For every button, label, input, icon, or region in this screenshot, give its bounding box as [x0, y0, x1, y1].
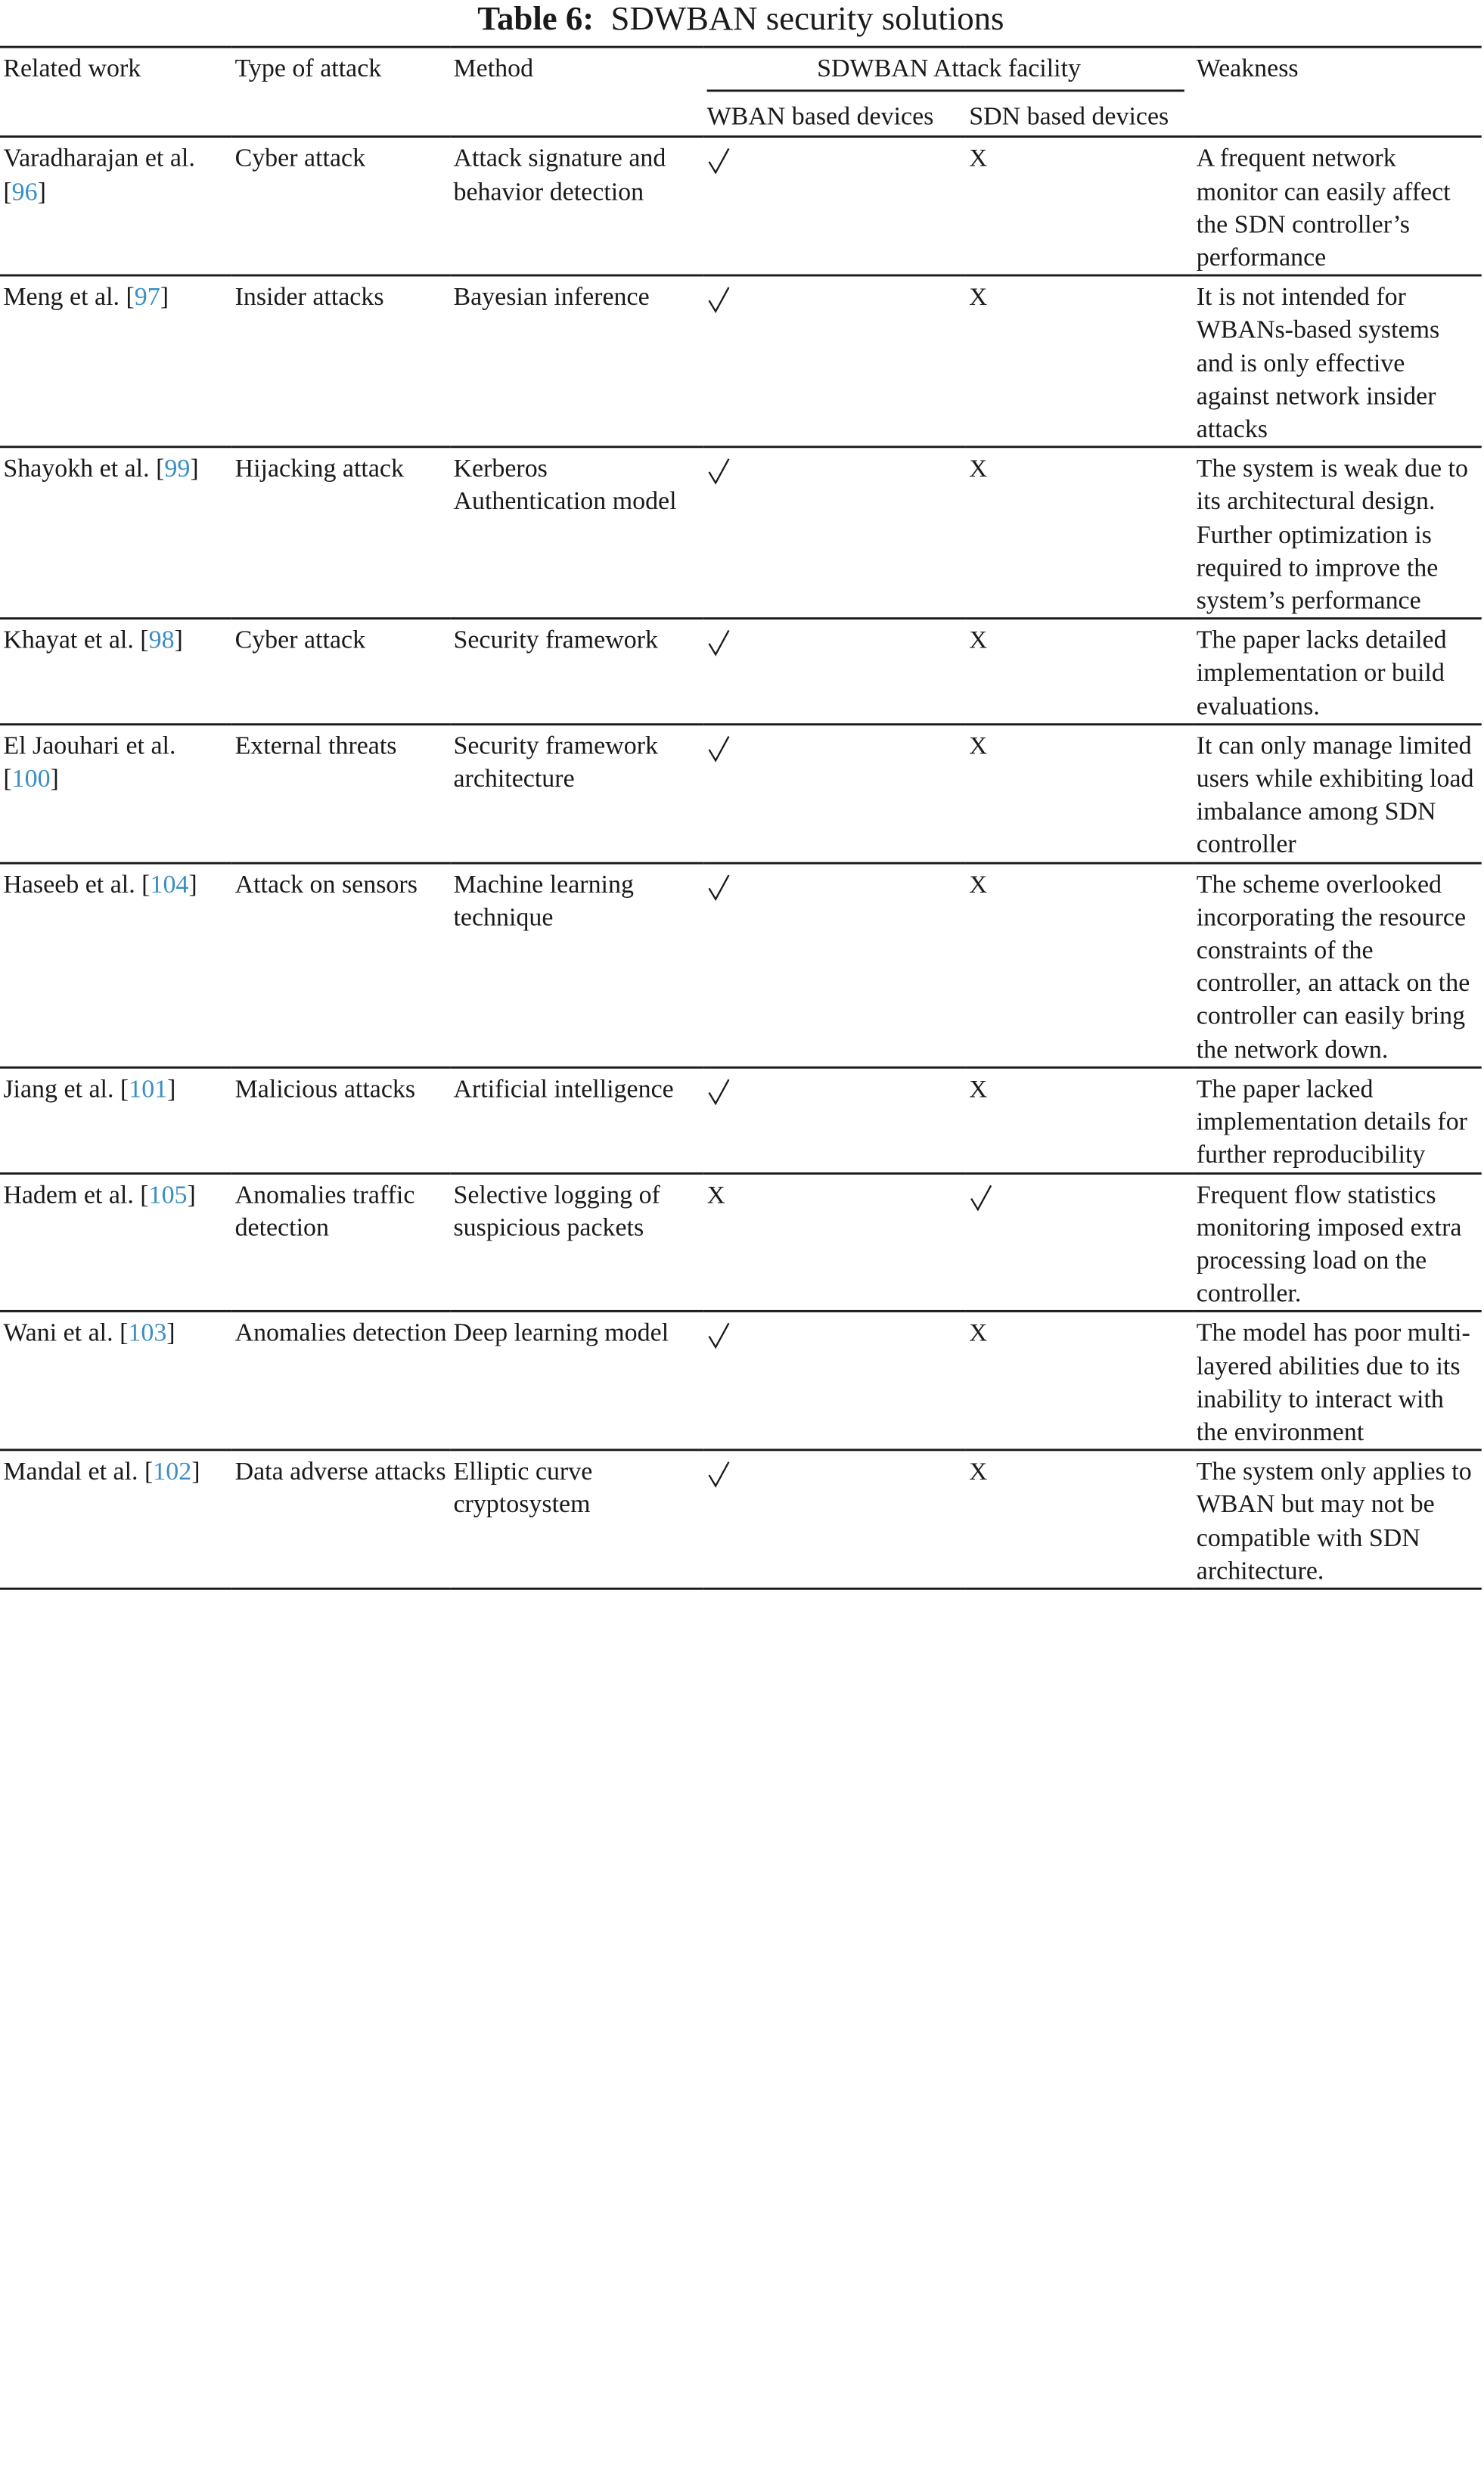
table-row [0, 275, 1482, 447]
cell-wban-devices [703, 447, 966, 619]
reference-link[interactable]: 100 [11, 765, 51, 793]
cell-type-of-attack: Attack on sensors [234, 870, 418, 899]
cross-mark: X [969, 1075, 988, 1103]
cell-type-of-attack: Malicious attacks [234, 1075, 416, 1104]
reference-link[interactable]: 96 [11, 177, 38, 206]
check-mark-icon [707, 873, 731, 902]
header-attack-facility-group [703, 47, 1193, 92]
reference-link[interactable]: 97 [134, 283, 160, 312]
header-attack-facility-label: SDWBAN Attack facility [817, 54, 1081, 83]
related-work-text: Wani et al. [ [3, 1318, 129, 1348]
header-related-work: Related work [3, 54, 141, 83]
related-work-bracket: ] [174, 626, 183, 655]
table-row [0, 1312, 1482, 1450]
cell-related-work [0, 1450, 231, 1588]
cell-wban-devices [703, 1312, 966, 1450]
cell-weakness: Frequent flow statistics monitoring imposed extra processing load on the controller. [1196, 1180, 1462, 1309]
check-mark-icon [707, 734, 731, 763]
cell-weakness: It is not intended for WBANs-based systems and is only effective against network insider attacks [1196, 283, 1440, 444]
header-method: Method [453, 54, 534, 83]
related-work-text: Haseeb et al. [ [3, 870, 151, 899]
cell-related-work [0, 1173, 231, 1312]
check-mark-icon [707, 457, 731, 486]
cell-method: Elliptic curve cryptosystem [453, 1458, 593, 1520]
related-work-bracket: ] [190, 455, 199, 483]
reference-link[interactable]: 104 [150, 870, 189, 899]
cell-related-work [0, 137, 231, 275]
cross-mark: X [706, 1180, 725, 1208]
header-sdn-devices: SDN based devices [969, 103, 1169, 132]
cell-method: Artificial intelligence [453, 1075, 674, 1104]
related-work-bracket: ] [50, 765, 59, 793]
check-mark-icon [707, 1460, 731, 1489]
related-work-text: Varadharajan et al. [ [3, 144, 195, 206]
cross-mark: X [969, 1318, 988, 1347]
cell-weakness: It can only manage limited users while exhibiting load imbalance among SDN controller [1196, 731, 1474, 860]
related-work-bracket: ] [166, 1318, 175, 1348]
cell-weakness: The system only applies to WBAN but may not be compatible with SDN architecture. [1196, 1458, 1472, 1585]
cell-sdn-devices [966, 1312, 1193, 1450]
cell-type-of-attack: Hijacking attack [234, 455, 404, 483]
cell-wban-devices [703, 725, 966, 863]
cell-wban-devices [703, 619, 966, 725]
cross-mark: X [969, 626, 988, 654]
related-work-bracket: ] [191, 1458, 200, 1486]
cross-mark: X [969, 144, 988, 172]
cell-type-of-attack: Cyber attack [234, 626, 366, 655]
cell-related-work [0, 447, 231, 619]
table-row [0, 1450, 1482, 1588]
header-group-rule [707, 90, 1184, 92]
cell-wban-devices [703, 1450, 966, 1588]
cell-sdn-devices [966, 1450, 1193, 1588]
reference-link[interactable]: 105 [148, 1180, 188, 1209]
cell-method: Security framework architecture [453, 731, 658, 793]
check-mark-icon [707, 1321, 731, 1350]
cell-wban-devices [703, 137, 966, 275]
related-work-bracket: ] [37, 177, 46, 206]
cell-wban-devices [703, 275, 966, 447]
cell-wban-devices [703, 1067, 966, 1173]
cell-type-of-attack: Anomalies traffic detection [234, 1180, 415, 1242]
cell-type-of-attack: Cyber attack [234, 144, 366, 173]
cell-method: Attack signature and behavior detection [453, 144, 666, 206]
table-row [0, 447, 1482, 619]
cell-type-of-attack: Data adverse attacks [234, 1458, 446, 1486]
cell-wban-devices [703, 1173, 966, 1312]
cell-related-work [0, 275, 231, 447]
cell-sdn-devices [966, 619, 1193, 725]
cell-weakness: The scheme overlooked incorporating the resource constraints of the controller, an attack on the controller can easily bring the network down. [1196, 870, 1470, 1064]
reference-link[interactable]: 102 [153, 1458, 192, 1486]
cross-mark: X [969, 870, 988, 898]
security-solutions-table [0, 46, 1482, 1590]
cell-sdn-devices [966, 137, 1193, 275]
related-work-bracket: ] [187, 1180, 196, 1209]
related-work-text: Mandal et al. [ [3, 1458, 154, 1486]
cross-mark: X [969, 731, 988, 759]
related-work-text: El Jaouhari et al. [ [3, 731, 176, 793]
cell-method: Kerberos Authentication model [453, 455, 677, 517]
cell-related-work [0, 863, 231, 1067]
table-row [0, 137, 1482, 275]
cross-mark: X [969, 283, 988, 311]
cell-sdn-devices [966, 1067, 1193, 1173]
header-wban-devices: WBAN based devices [706, 103, 934, 132]
table-body [0, 137, 1482, 1588]
cell-type-of-attack: Anomalies detection [234, 1318, 447, 1348]
cell-method: Deep learning model [453, 1318, 669, 1348]
table-header [0, 47, 1482, 137]
header-type-of-attack: Type of attack [234, 54, 382, 83]
related-work-text: Khayat et al. [ [3, 626, 149, 655]
cell-weakness: The paper lacked implementation details for further reproducibility [1196, 1075, 1467, 1170]
check-mark-icon [707, 629, 731, 657]
cell-method: Machine learning technique [453, 870, 634, 932]
cell-weakness: A frequent network monitor can easily affect the SDN controller’s performance [1196, 144, 1451, 272]
reference-link[interactable]: 98 [148, 626, 175, 655]
cell-related-work [0, 1312, 231, 1450]
check-mark-icon [707, 285, 731, 314]
related-work-text: Meng et al. [ [3, 283, 135, 312]
cross-mark: X [969, 455, 988, 483]
related-work-text: Jiang et al. [ [3, 1075, 129, 1104]
cell-related-work [0, 725, 231, 863]
related-work-text: Shayokh et al. [ [3, 455, 165, 483]
table-caption [0, 0, 1482, 37]
cell-sdn-devices [966, 275, 1193, 447]
header-row-top [0, 47, 1482, 92]
cell-sdn-devices [966, 1173, 1193, 1312]
table-row [0, 619, 1482, 725]
cell-method: Bayesian inference [453, 283, 650, 312]
cell-sdn-devices [966, 863, 1193, 1067]
cell-weakness: The model has poor multi-layered abilities due to its inability to interact with the environment [1196, 1318, 1470, 1447]
cell-related-work [0, 619, 231, 725]
cell-wban-devices [703, 863, 966, 1067]
related-work-bracket: ] [188, 870, 197, 899]
cell-type-of-attack: External threats [234, 731, 397, 761]
table-row [0, 725, 1482, 863]
check-mark-icon [969, 1183, 993, 1212]
cell-method: Selective logging of suspicious packets [453, 1180, 660, 1242]
reference-link[interactable]: 101 [129, 1075, 168, 1104]
cell-type-of-attack: Insider attacks [234, 283, 384, 312]
related-work-text: Hadem et al. [ [3, 1180, 149, 1209]
related-work-bracket: ] [160, 283, 169, 312]
table-row [0, 1067, 1482, 1173]
cell-weakness: The system is weak due to its architectural design. Further optimization is required to improve the system’s performance [1196, 455, 1468, 616]
table-row [0, 1173, 1482, 1312]
check-mark-icon [707, 1077, 731, 1106]
table-caption-text: SDWBAN security solutions [610, 0, 1004, 38]
related-work-bracket: ] [167, 1075, 176, 1104]
reference-link[interactable]: 99 [164, 455, 191, 483]
reference-link[interactable]: 103 [128, 1318, 167, 1348]
cross-mark: X [969, 1458, 988, 1486]
table-caption-label: Table 6: [477, 0, 595, 38]
header-weakness: Weakness [1196, 54, 1299, 83]
cell-sdn-devices [966, 447, 1193, 619]
table-row [0, 863, 1482, 1067]
cell-sdn-devices [966, 725, 1193, 863]
check-mark-icon [707, 147, 731, 175]
cell-method: Security framework [453, 626, 658, 655]
cell-related-work [0, 1067, 231, 1173]
cell-weakness: The paper lacks detailed implementation or build evaluations. [1196, 626, 1447, 721]
